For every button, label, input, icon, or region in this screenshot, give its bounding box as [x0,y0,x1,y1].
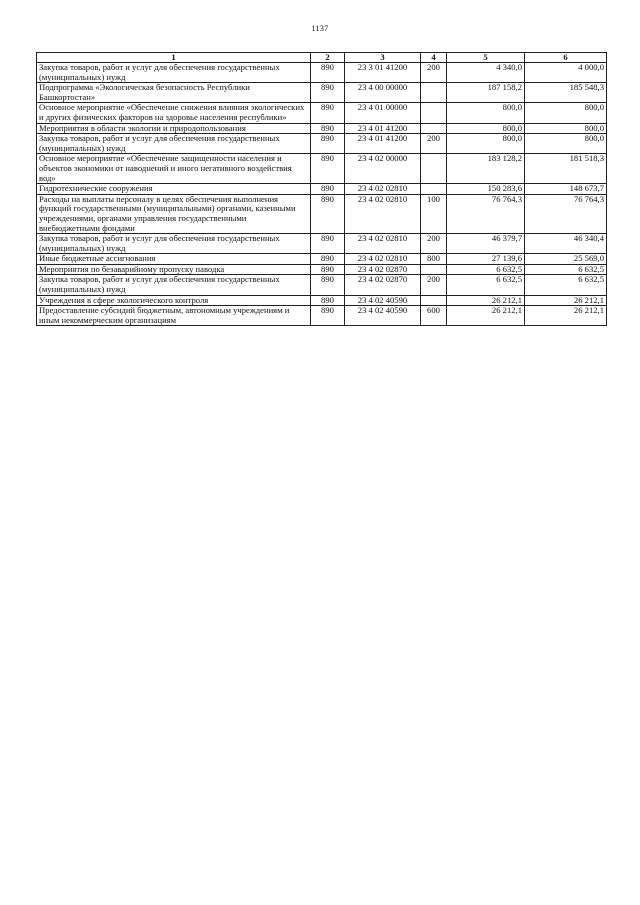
row-year1-amount: 187 158,2 [447,83,525,103]
row-vr-cell [421,264,447,275]
table-row [37,103,607,123]
page-number: 1137 [311,24,329,33]
row-year2-amount: 6 632,5 [525,264,607,275]
row-vr-cell [421,123,447,134]
row-csr-cell: 23 4 02 02810 [345,234,421,254]
row-csr-cell: 23 4 02 40590 [345,295,421,306]
header-cell-year1: 5 [447,53,525,63]
row-name-cell: Основное мероприятие «Обеспечение снижения влияния экологических и других физических факторов на здоровье населения республики» [37,103,311,123]
row-vr-cell: 200 [421,63,447,83]
table-body [37,63,607,326]
row-ved-cell: 890 [311,264,345,275]
table-row [37,306,607,326]
row-csr-cell: 23 4 02 02810 [345,184,421,195]
row-year1-amount: 800,0 [447,123,525,134]
table-row [37,194,607,233]
row-vr-cell [421,103,447,123]
row-name-cell: Мероприятия в области экологии и природопользования [37,123,311,134]
row-year2-amount: 800,0 [525,103,607,123]
row-ved-cell: 890 [311,275,345,295]
row-name-cell: Закупка товаров, работ и услуг для обеспечения государственных (муниципальных) нужд [37,63,311,83]
row-year2-amount: 26 212,1 [525,306,607,326]
row-year2-amount: 26 212,1 [525,295,607,306]
table-row [37,234,607,254]
row-csr-cell: 23 4 02 02810 [345,254,421,265]
row-year2-amount: 181 518,3 [525,154,607,184]
table-row [37,123,607,134]
row-ved-cell: 890 [311,63,345,83]
table-row [37,154,607,184]
row-name-cell: Гидротехнические сооружения [37,184,311,195]
row-year1-amount: 26 212,1 [447,306,525,326]
row-year2-amount: 800,0 [525,134,607,154]
row-year1-amount: 46 379,7 [447,234,525,254]
row-year1-amount: 183 128,2 [447,154,525,184]
row-vr-cell: 800 [421,254,447,265]
row-year1-amount: 4 340,0 [447,63,525,83]
row-csr-cell: 23 4 00 00000 [345,83,421,103]
row-csr-cell: 23 4 02 02870 [345,275,421,295]
row-ved-cell: 890 [311,123,345,134]
row-ved-cell: 890 [311,306,345,326]
row-year2-amount: 185 548,3 [525,83,607,103]
row-vr-cell [421,154,447,184]
table-row [37,63,607,83]
row-ved-cell: 890 [311,103,345,123]
table-row [37,295,607,306]
row-vr-cell: 600 [421,306,447,326]
row-vr-cell [421,83,447,103]
table-row [37,275,607,295]
row-ved-cell: 890 [311,134,345,154]
row-ved-cell: 890 [311,254,345,265]
table-row [37,254,607,265]
row-year1-amount: 27 139,6 [447,254,525,265]
row-year1-amount: 800,0 [447,103,525,123]
row-csr-cell: 23 4 02 02810 [345,194,421,233]
row-year1-amount: 150 283,6 [447,184,525,195]
row-vr-cell: 200 [421,234,447,254]
row-name-cell: Предоставление субсидий бюджетным, автономным учреждениям и иным некоммерческим организациям [37,306,311,326]
row-year2-amount: 25 569,0 [525,254,607,265]
row-ved-cell: 890 [311,83,345,103]
row-csr-cell: 23 4 02 40590 [345,306,421,326]
table-row [37,184,607,195]
row-ved-cell: 890 [311,184,345,195]
row-year1-amount: 6 632,5 [447,264,525,275]
row-year1-amount: 6 632,5 [447,275,525,295]
table-row [37,264,607,275]
table-row [37,134,607,154]
header-cell-csr: 3 [345,53,421,63]
row-vr-cell [421,184,447,195]
header-row [37,53,607,63]
row-csr-cell: 23 4 01 41200 [345,134,421,154]
row-year2-amount: 4 000,0 [525,63,607,83]
row-name-cell: Подпрограмма «Экологическая безопасность Республики Башкортостан» [37,83,311,103]
row-year1-amount: 800,0 [447,134,525,154]
row-year2-amount: 148 673,7 [525,184,607,195]
row-csr-cell: 23 4 02 02870 [345,264,421,275]
row-name-cell: Учреждения в сфере экологического контроля [37,295,311,306]
row-year2-amount: 6 632,5 [525,275,607,295]
row-ved-cell: 890 [311,154,345,184]
row-name-cell: Закупка товаров, работ и услуг для обеспечения государственных (муниципальных) нужд [37,134,311,154]
row-csr-cell: 23 3 01 41200 [345,63,421,83]
row-name-cell: Иные бюджетные ассигнования [37,254,311,265]
row-vr-cell [421,295,447,306]
row-year2-amount: 800,0 [525,123,607,134]
row-name-cell: Основное мероприятие «Обеспечение защищенности населения и объектов экономики от наводнений и иного негативного воздействия вод» [37,154,311,184]
row-vr-cell: 100 [421,194,447,233]
header-cell-year2: 6 [525,53,607,63]
row-year1-amount: 76 764,3 [447,194,525,233]
row-name-cell: Закупка товаров, работ и услуг для обеспечения государственных (муниципальных) нужд [37,234,311,254]
header-cell-name: 1 [37,53,311,63]
header-cell-vr: 4 [421,53,447,63]
row-vr-cell: 200 [421,275,447,295]
row-ved-cell: 890 [311,234,345,254]
row-csr-cell: 23 4 01 00000 [345,103,421,123]
row-name-cell: Расходы на выплаты персоналу в целях обеспечения выполнения функций государственными (муниципальными) органами, казенными учреждениями, органами управления государственными внебюджетными фондами [37,194,311,233]
budget-table [36,52,607,326]
row-year1-amount: 26 212,1 [447,295,525,306]
row-csr-cell: 23 4 02 00000 [345,154,421,184]
row-name-cell: Закупка товаров, работ и услуг для обеспечения государственных (муниципальных) нужд [37,275,311,295]
row-year2-amount: 46 340,4 [525,234,607,254]
row-year2-amount: 76 764,3 [525,194,607,233]
table-row [37,83,607,103]
header-cell-ved: 2 [311,53,345,63]
row-name-cell: Мероприятия по безаварийному пропуску паводка [37,264,311,275]
row-ved-cell: 890 [311,295,345,306]
row-vr-cell: 200 [421,134,447,154]
row-csr-cell: 23 4 01 41200 [345,123,421,134]
row-ved-cell: 890 [311,194,345,233]
